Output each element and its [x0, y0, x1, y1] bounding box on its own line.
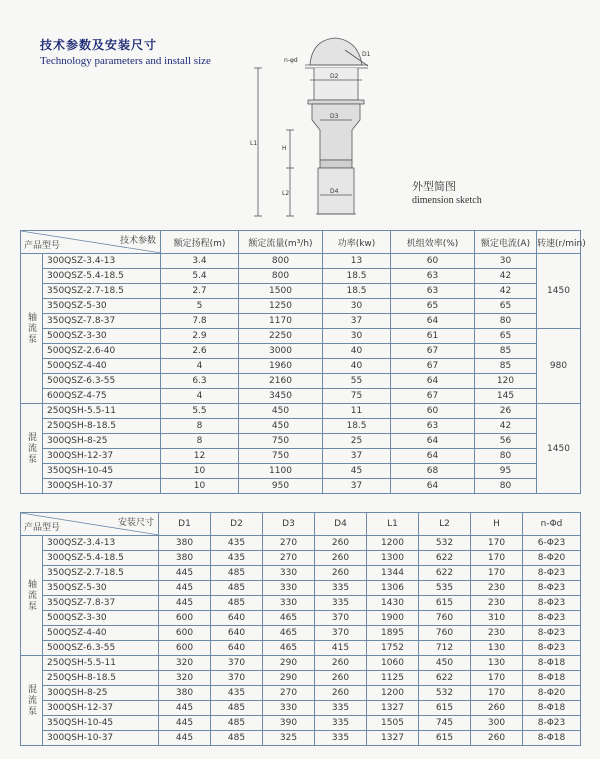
value-cell: 67	[391, 389, 475, 404]
model-cell: 300QSH-12-37	[43, 701, 159, 716]
table-row	[21, 551, 581, 566]
value-cell: 67	[391, 344, 475, 359]
table-row	[21, 299, 581, 314]
value-cell: 485	[211, 731, 263, 746]
page-title-en: Technology parameters and install size	[40, 55, 211, 67]
group-label: 轴流泵	[21, 536, 43, 656]
value-cell: 320	[159, 656, 211, 671]
sketch-caption-en: dimension sketch	[412, 195, 482, 206]
page-title-cn: 技术参数及安装尺寸	[40, 38, 158, 52]
header-model-label: 产品型号	[24, 523, 61, 533]
value-cell: 4	[161, 389, 239, 404]
table-row	[21, 701, 581, 716]
value-cell: 270	[263, 536, 315, 551]
value-cell: 1200	[367, 536, 419, 551]
value-cell: 622	[419, 551, 471, 566]
header-diagonal-cell	[21, 231, 161, 254]
model-cell: 350QSZ-2.7-18.5	[43, 566, 159, 581]
table-row	[21, 479, 581, 494]
value-cell: 10	[161, 464, 239, 479]
value-cell: 380	[159, 551, 211, 566]
value-cell: 170	[471, 566, 523, 581]
table-row	[21, 611, 581, 626]
group-label: 混流泵	[21, 656, 43, 746]
value-cell: 615	[419, 731, 471, 746]
value-cell: 1430	[367, 596, 419, 611]
value-cell: 64	[391, 434, 475, 449]
value-cell: 30	[323, 299, 391, 314]
value-cell: 380	[159, 686, 211, 701]
value-cell: 8-Φ18	[523, 701, 581, 716]
value-cell: 750	[239, 449, 323, 464]
value-cell: 290	[263, 671, 315, 686]
value-cell: 1125	[367, 671, 419, 686]
value-cell: 80	[475, 479, 537, 494]
model-cell: 350QSZ-2.7-18.5	[43, 284, 161, 299]
speed-cell: 1450	[537, 254, 581, 329]
value-cell: 435	[211, 551, 263, 566]
value-cell: 130	[471, 656, 523, 671]
value-cell: 445	[159, 701, 211, 716]
value-cell: 260	[471, 731, 523, 746]
value-cell: 13	[323, 254, 391, 269]
value-cell: 5	[161, 299, 239, 314]
model-cell: 500QSZ-3-30	[43, 329, 161, 344]
value-cell: 64	[391, 449, 475, 464]
label-l1: L1	[250, 140, 258, 147]
table-row	[21, 464, 581, 479]
value-cell: 2.6	[161, 344, 239, 359]
value-cell: 445	[159, 716, 211, 731]
value-cell: 260	[315, 536, 367, 551]
value-cell: 75	[323, 389, 391, 404]
header-param-label: 技术参数	[119, 236, 156, 246]
value-cell: 260	[315, 656, 367, 671]
value-cell: 465	[263, 641, 315, 656]
value-cell: 640	[211, 626, 263, 641]
value-cell: 64	[391, 479, 475, 494]
value-cell: 30	[475, 254, 537, 269]
table-row	[21, 404, 581, 419]
label-h: H	[282, 145, 287, 152]
value-cell: 760	[419, 611, 471, 626]
value-cell: 260	[315, 671, 367, 686]
value-cell: 8-Φ20	[523, 551, 581, 566]
value-cell: 950	[239, 479, 323, 494]
model-cell: 350QSH-10-45	[43, 464, 161, 479]
value-cell: 230	[471, 596, 523, 611]
value-cell: 1900	[367, 611, 419, 626]
value-cell: 67	[391, 359, 475, 374]
table-row	[21, 374, 581, 389]
table-row	[21, 656, 581, 671]
value-cell: 435	[211, 686, 263, 701]
value-cell: 485	[211, 596, 263, 611]
model-cell: 350QSZ-7.8-37	[43, 314, 161, 329]
speed-cell: 1450	[537, 404, 581, 494]
value-cell: 130	[471, 641, 523, 656]
value-cell: 485	[211, 701, 263, 716]
value-cell: 18.5	[323, 269, 391, 284]
model-cell: 500QSZ-3-30	[43, 611, 159, 626]
value-cell: 260	[315, 551, 367, 566]
table-row	[21, 581, 581, 596]
value-cell: 40	[323, 344, 391, 359]
value-cell: 85	[475, 359, 537, 374]
value-cell: 64	[391, 374, 475, 389]
value-cell: 260	[471, 701, 523, 716]
table-row	[21, 449, 581, 464]
value-cell: 465	[263, 626, 315, 641]
pump-dimension-sketch	[250, 20, 400, 220]
value-cell: 335	[315, 701, 367, 716]
value-cell: 335	[315, 581, 367, 596]
value-cell: 600	[159, 626, 211, 641]
label-d3: D3	[330, 113, 339, 120]
value-cell: 485	[211, 581, 263, 596]
value-cell: 370	[315, 626, 367, 641]
value-cell: 63	[391, 419, 475, 434]
value-cell: 7.8	[161, 314, 239, 329]
value-cell: 10	[161, 479, 239, 494]
value-cell: 8-Φ18	[523, 731, 581, 746]
value-cell: 622	[419, 566, 471, 581]
value-cell: 532	[419, 536, 471, 551]
label-l2: L2	[282, 190, 290, 197]
value-cell: 145	[475, 389, 537, 404]
value-cell: 380	[159, 536, 211, 551]
label-d2: D2	[330, 73, 339, 80]
value-cell: 63	[391, 269, 475, 284]
value-cell: 1327	[367, 731, 419, 746]
value-cell: 1752	[367, 641, 419, 656]
value-cell: 465	[263, 611, 315, 626]
value-cell: 8	[161, 434, 239, 449]
model-cell: 250QSH-8-18.5	[43, 419, 161, 434]
value-cell: 230	[471, 626, 523, 641]
value-cell: 310	[471, 611, 523, 626]
value-cell: 170	[471, 551, 523, 566]
label-d1: D1	[362, 51, 371, 58]
value-cell: 42	[475, 269, 537, 284]
value-cell: 330	[263, 701, 315, 716]
value-cell: 1500	[239, 284, 323, 299]
group-label: 混流泵	[21, 404, 43, 494]
value-cell: 80	[475, 314, 537, 329]
value-cell: 450	[239, 404, 323, 419]
model-cell: 250QSH-5.5-11	[43, 656, 159, 671]
value-cell: 2160	[239, 374, 323, 389]
value-cell: 445	[159, 596, 211, 611]
column-header: L2	[419, 513, 471, 536]
value-cell: 5.5	[161, 404, 239, 419]
value-cell: 335	[315, 596, 367, 611]
value-cell: 3000	[239, 344, 323, 359]
model-cell: 300QSZ-3.4-13	[43, 254, 161, 269]
value-cell: 6.3	[161, 374, 239, 389]
header-diagonal-cell	[21, 513, 159, 536]
column-header: D1	[159, 513, 211, 536]
value-cell: 1200	[367, 686, 419, 701]
model-cell: 250QSH-5.5-11	[43, 404, 161, 419]
speed-cell: 980	[537, 329, 581, 404]
value-cell: 2.9	[161, 329, 239, 344]
value-cell: 8-Φ23	[523, 566, 581, 581]
value-cell: 230	[471, 581, 523, 596]
value-cell: 415	[315, 641, 367, 656]
table-row	[21, 434, 581, 449]
table-row	[21, 254, 581, 269]
model-cell: 600QSZ-4-75	[43, 389, 161, 404]
value-cell: 600	[159, 611, 211, 626]
table-row	[21, 419, 581, 434]
value-cell: 640	[211, 641, 263, 656]
value-cell: 4	[161, 359, 239, 374]
column-header: 功率(kw)	[323, 231, 391, 254]
table-row	[21, 314, 581, 329]
value-cell: 170	[471, 536, 523, 551]
value-cell: 26	[475, 404, 537, 419]
column-header: D2	[211, 513, 263, 536]
table-row	[21, 536, 581, 551]
value-cell: 485	[211, 566, 263, 581]
value-cell: 1250	[239, 299, 323, 314]
value-cell: 335	[315, 716, 367, 731]
value-cell: 55	[323, 374, 391, 389]
value-cell: 120	[475, 374, 537, 389]
column-header: n-Φd	[523, 513, 581, 536]
value-cell: 370	[315, 611, 367, 626]
value-cell: 64	[391, 314, 475, 329]
value-cell: 1306	[367, 581, 419, 596]
value-cell: 37	[323, 479, 391, 494]
model-cell: 500QSZ-4-40	[43, 626, 159, 641]
value-cell: 260	[315, 686, 367, 701]
model-cell: 300QSH-10-37	[43, 479, 161, 494]
value-cell: 60	[391, 404, 475, 419]
value-cell: 8-Φ23	[523, 626, 581, 641]
value-cell: 18.5	[323, 419, 391, 434]
value-cell: 390	[263, 716, 315, 731]
model-cell: 500QSZ-6.3-55	[43, 641, 159, 656]
value-cell: 445	[159, 731, 211, 746]
value-cell: 8-Φ18	[523, 656, 581, 671]
value-cell: 1327	[367, 701, 419, 716]
value-cell: 56	[475, 434, 537, 449]
model-cell: 300QSH-8-25	[43, 686, 159, 701]
value-cell: 640	[211, 611, 263, 626]
value-cell: 270	[263, 686, 315, 701]
value-cell: 370	[211, 656, 263, 671]
value-cell: 300	[471, 716, 523, 731]
column-header: D4	[315, 513, 367, 536]
table-row	[21, 284, 581, 299]
group-label: 轴流泵	[21, 254, 43, 404]
value-cell: 65	[475, 299, 537, 314]
value-cell: 42	[475, 284, 537, 299]
value-cell: 615	[419, 596, 471, 611]
value-cell: 532	[419, 686, 471, 701]
model-cell: 500QSZ-4-40	[43, 359, 161, 374]
value-cell: 3450	[239, 389, 323, 404]
model-cell: 500QSZ-6.3-55	[43, 374, 161, 389]
value-cell: 40	[323, 359, 391, 374]
table-row	[21, 686, 581, 701]
value-cell: 450	[419, 656, 471, 671]
value-cell: 5.4	[161, 269, 239, 284]
value-cell: 8	[161, 419, 239, 434]
value-cell: 11	[323, 404, 391, 419]
table-row	[21, 626, 581, 641]
value-cell: 1060	[367, 656, 419, 671]
value-cell: 8-Φ20	[523, 686, 581, 701]
value-cell: 320	[159, 671, 211, 686]
value-cell: 600	[159, 641, 211, 656]
value-cell: 63	[391, 284, 475, 299]
value-cell: 1960	[239, 359, 323, 374]
value-cell: 42	[475, 419, 537, 434]
value-cell: 8-Φ23	[523, 611, 581, 626]
model-cell: 350QSH-10-45	[43, 716, 159, 731]
column-header: D3	[263, 513, 315, 536]
model-cell: 250QSH-8-18.5	[43, 671, 159, 686]
value-cell: 8-Φ23	[523, 716, 581, 731]
table-row	[21, 359, 581, 374]
value-cell: 712	[419, 641, 471, 656]
value-cell: 290	[263, 656, 315, 671]
value-cell: 37	[323, 314, 391, 329]
model-cell: 300QSZ-5.4-18.5	[43, 269, 161, 284]
table-row	[21, 716, 581, 731]
value-cell: 2.7	[161, 284, 239, 299]
value-cell: 330	[263, 566, 315, 581]
model-cell: 300QSH-8-25	[43, 434, 161, 449]
value-cell: 65	[475, 329, 537, 344]
value-cell: 270	[263, 551, 315, 566]
label-n-d: n-φd	[284, 57, 298, 64]
value-cell: 800	[239, 269, 323, 284]
value-cell: 335	[315, 731, 367, 746]
value-cell: 30	[323, 329, 391, 344]
value-cell: 8-Φ23	[523, 596, 581, 611]
value-cell: 622	[419, 671, 471, 686]
column-header: 额定扬程(m)	[161, 231, 239, 254]
value-cell: 615	[419, 701, 471, 716]
technical-parameters-table	[20, 230, 586, 494]
table-row	[21, 344, 581, 359]
value-cell: 1100	[239, 464, 323, 479]
value-cell: 6-Φ23	[523, 536, 581, 551]
value-cell: 800	[239, 254, 323, 269]
value-cell: 260	[315, 566, 367, 581]
table-row	[21, 329, 581, 344]
model-cell: 500QSZ-2.6-40	[43, 344, 161, 359]
sketch-caption-cn: 外型简图	[412, 180, 456, 193]
value-cell: 170	[471, 671, 523, 686]
table-row	[21, 269, 581, 284]
value-cell: 25	[323, 434, 391, 449]
value-cell: 8-Φ23	[523, 641, 581, 656]
value-cell: 85	[475, 344, 537, 359]
value-cell: 37	[323, 449, 391, 464]
column-header: L1	[367, 513, 419, 536]
header-model-label: 产品型号	[24, 241, 61, 251]
model-cell: 350QSZ-5-30	[43, 299, 161, 314]
label-d4: D4	[330, 188, 339, 195]
column-header: 机组效率(%)	[391, 231, 475, 254]
value-cell: 1505	[367, 716, 419, 731]
value-cell: 8-Φ18	[523, 671, 581, 686]
table-row	[21, 671, 581, 686]
value-cell: 12	[161, 449, 239, 464]
value-cell: 760	[419, 626, 471, 641]
table-row	[21, 731, 581, 746]
value-cell: 60	[391, 254, 475, 269]
value-cell: 435	[211, 536, 263, 551]
model-cell: 300QSH-12-37	[43, 449, 161, 464]
value-cell: 8-Φ23	[523, 581, 581, 596]
model-cell: 350QSZ-5-30	[43, 581, 159, 596]
installation-size-table	[20, 512, 581, 746]
value-cell: 325	[263, 731, 315, 746]
value-cell: 95	[475, 464, 537, 479]
value-cell: 2250	[239, 329, 323, 344]
model-cell: 300QSH-10-37	[43, 731, 159, 746]
value-cell: 170	[471, 686, 523, 701]
header-param-label: 安装尺寸	[117, 518, 154, 528]
value-cell: 1170	[239, 314, 323, 329]
value-cell: 3.4	[161, 254, 239, 269]
table-row	[21, 389, 581, 404]
table-row	[21, 641, 581, 656]
model-cell: 300QSZ-3.4-13	[43, 536, 159, 551]
value-cell: 450	[239, 419, 323, 434]
model-cell: 350QSZ-7.8-37	[43, 596, 159, 611]
value-cell: 485	[211, 716, 263, 731]
table-row	[21, 596, 581, 611]
column-header: 转速(r/min)	[537, 231, 581, 254]
value-cell: 330	[263, 581, 315, 596]
value-cell: 330	[263, 596, 315, 611]
value-cell: 45	[323, 464, 391, 479]
value-cell: 445	[159, 566, 211, 581]
table-row	[21, 566, 581, 581]
value-cell: 65	[391, 299, 475, 314]
value-cell: 61	[391, 329, 475, 344]
value-cell: 1895	[367, 626, 419, 641]
value-cell: 1300	[367, 551, 419, 566]
value-cell: 745	[419, 716, 471, 731]
value-cell: 445	[159, 581, 211, 596]
value-cell: 370	[211, 671, 263, 686]
value-cell: 535	[419, 581, 471, 596]
column-header: 额定电流(A)	[475, 231, 537, 254]
model-cell: 300QSZ-5.4-18.5	[43, 551, 159, 566]
value-cell: 80	[475, 449, 537, 464]
value-cell: 68	[391, 464, 475, 479]
column-header: 额定流量(m³/h)	[239, 231, 323, 254]
value-cell: 750	[239, 434, 323, 449]
value-cell: 18.5	[323, 284, 391, 299]
column-header: H	[471, 513, 523, 536]
value-cell: 1344	[367, 566, 419, 581]
